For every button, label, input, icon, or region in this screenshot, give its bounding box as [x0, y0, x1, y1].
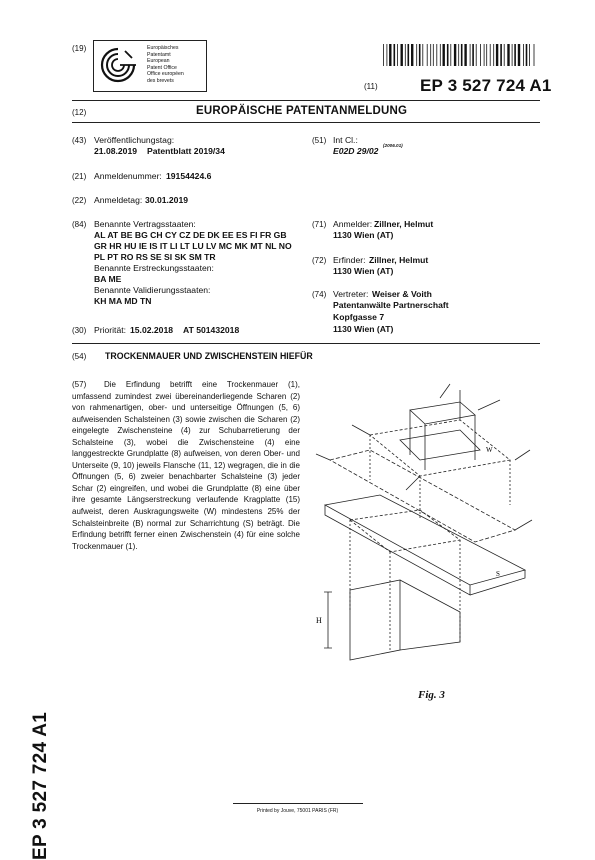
figure-label-w: W — [486, 446, 493, 454]
barcode-bar — [440, 44, 441, 66]
barcode-bar — [464, 44, 466, 66]
applicant-name: Zillner, Helmut — [374, 219, 434, 229]
footer-divider — [233, 803, 363, 804]
representative-line: Weiser & Voith — [372, 289, 432, 299]
barcode-bar — [427, 44, 428, 66]
document-kind-title: EUROPÄISCHE PATENTANMELDUNG — [196, 105, 408, 117]
inid-72: (72) — [312, 256, 327, 265]
inid-21: (21) — [72, 172, 87, 181]
barcode-bar — [523, 44, 524, 66]
extension-states-label: Benannte Erstreckungsstaaten: — [94, 263, 214, 273]
representative-label: Vertreter: — [333, 289, 369, 299]
inid-19: (19) — [72, 44, 87, 53]
inid-30: (30) — [72, 326, 87, 335]
barcode-bar — [507, 44, 509, 66]
states-line: GR HR HU IE IS IT LI LT LU LV MC MK MT NL NO — [94, 241, 292, 251]
barcode-bar — [443, 44, 445, 66]
barcode-bar — [454, 44, 456, 66]
pub-date-value: 21.08.2019 — [94, 146, 138, 156]
int-cl-version: (2006.01) — [383, 143, 403, 148]
priority-date: 15.02.2018 — [130, 325, 174, 335]
office-name-line: Europäisches — [147, 45, 179, 51]
barcode-bar — [526, 44, 528, 66]
barcode-bar — [411, 44, 413, 66]
barcode-bar — [422, 44, 423, 66]
filing-date-value: 30.01.2019 — [145, 195, 189, 205]
barcode-bar — [450, 44, 451, 66]
representative-line: 1130 Wien (AT) — [333, 324, 394, 334]
inid-57: (57) — [72, 380, 87, 389]
inventor-name: Zillner, Helmut — [369, 255, 429, 265]
printer-note: Printed by Jouve, 75001 PARIS (FR) — [256, 808, 339, 814]
validation-states-value: KH MA MD TN — [94, 296, 152, 306]
representative-line: Patentanwälte Partnerschaft — [333, 300, 449, 310]
epo-logo-icon — [98, 45, 138, 87]
barcode-bar — [534, 44, 535, 66]
barcode-bar — [493, 44, 494, 66]
inid-71: (71) — [312, 220, 327, 229]
barcode-bar — [433, 44, 434, 66]
extension-states-value: BA ME — [94, 274, 122, 284]
inid-12: (12) — [72, 108, 87, 117]
barcode-bar — [504, 44, 505, 66]
barcode-bar — [387, 44, 388, 66]
barcode-bar — [514, 44, 516, 66]
barcode-bar — [394, 44, 396, 66]
barcode-bar — [397, 44, 398, 66]
bulletin-value: Patentblatt 2019/34 — [147, 146, 225, 156]
barcode-bar — [486, 44, 487, 66]
applicant-label: Anmelder: — [333, 219, 373, 229]
app-number-label: Anmeldenummer: — [94, 171, 162, 181]
barcode-bar — [401, 44, 403, 66]
figure-label-h: H — [316, 616, 322, 625]
barcode-bar — [430, 44, 431, 66]
inid-84: (84) — [72, 220, 87, 229]
barcode-bar — [419, 44, 421, 66]
publication-number: EP 3 527 724 A1 — [420, 76, 552, 95]
office-name-line: Patent Office — [147, 64, 177, 71]
barcode-bar — [389, 44, 391, 66]
barcode-bar — [476, 44, 477, 66]
inid-74: (74) — [312, 290, 327, 299]
epo-logo — [93, 40, 207, 92]
divider — [72, 343, 540, 344]
invention-title: TROCKENMAUER UND ZWISCHENSTEIN HIEFÜR — [105, 351, 313, 361]
office-name-line: Patentamt — [147, 51, 171, 58]
barcode-bar — [496, 44, 498, 66]
office-name-line: des brevets — [147, 77, 174, 84]
office-name-line: European — [147, 58, 170, 65]
applicant-address: 1130 Wien (AT) — [333, 230, 394, 240]
inid-51: (51) — [312, 136, 327, 145]
inventor-address: 1130 Wien (AT) — [333, 266, 394, 276]
validation-states-label: Benannte Validierungsstaaten: — [94, 285, 211, 295]
figure-caption: Fig. 3 — [418, 689, 445, 701]
inid-11: (11) — [364, 82, 378, 91]
barcode-bar — [484, 44, 485, 66]
side-publication-number: EP 3 527 724 A1 — [30, 711, 51, 860]
barcode-bar — [500, 44, 502, 66]
abstract — [72, 379, 300, 552]
inid-54: (54) — [72, 352, 87, 361]
barcode-bar — [458, 44, 459, 66]
inventor-label: Erfinder: — [333, 255, 366, 265]
states-label: Benannte Vertragsstaaten: — [94, 219, 196, 229]
priority-label: Priorität: — [94, 325, 126, 335]
barcode-bar — [470, 44, 471, 66]
barcode-bar — [480, 44, 481, 66]
barcode-bar — [383, 44, 384, 66]
abstract-text: Die Erfindung betrifft eine Trockenmauer (1), umfassend zumindest zwei übereinanderliegende Scharen (2) von rahmenartigen, ober- und unterseitige Öffnungen (5, 6) aufweisenden Schalsteinen (3) sowie zwischen die Scharen (2) eingelegte Zwischensteine (4) zur Schubarretierung der Schalsteine (3), wobei die Zwischensteine (4) eine langgestreckte Grundplatte (8) aufweisen, von deren Ober- und Unterseite (9, 10) jeweils Flansche (11, 12) wegragen, die in die Öffnungen (5, 6) zweier benachbarter Schalsteine (3) jeder Schar (2) eingreifen, und wobei die Grundplatte (8) eine über ihre gesamte Längserstreckung verlaufende Kragplatte (15) aufweist, deren Auskragungsweite (W) mindestens 25% der Schalsteinbreite (B) normal zur Scharrichtung (S) beträgt. Die Erfindung betrifft ferner einen Zwischenstein (4) für eine solche Trockenmauer (1). — [72, 380, 300, 551]
barcode-icon — [383, 44, 539, 66]
inid-22: (22) — [72, 196, 87, 205]
barcode-bar — [518, 44, 520, 66]
barcode-bar — [490, 44, 491, 66]
barcode-bar — [512, 44, 513, 66]
representative-line: Kopfgasse 7 — [333, 312, 385, 322]
int-cl-label: Int Cl.: — [333, 135, 358, 145]
office-name-line: Office européen — [147, 71, 184, 78]
barcode-bar — [405, 44, 406, 66]
inid-43: (43) — [72, 136, 87, 145]
divider — [72, 122, 540, 123]
priority-number: AT 501432018 — [183, 325, 240, 335]
states-line: PL PT RO RS SE SI SK SM TR — [94, 252, 216, 262]
figure-label-s: S — [496, 570, 500, 578]
figure-drawing — [310, 380, 536, 680]
app-number-value: 19154424.6 — [166, 171, 212, 181]
barcode-bar — [436, 44, 437, 66]
designated-states — [94, 219, 306, 307]
barcode-bar — [461, 44, 463, 66]
barcode-bar — [447, 44, 449, 66]
barcode-bar — [472, 44, 474, 66]
int-cl-value: E02D 29/02 — [333, 146, 379, 156]
filing-date-label: Anmeldetag: — [94, 195, 143, 205]
states-line: AL AT BE BG CH CY CZ DE DK EE ES FI FR GB — [94, 230, 287, 240]
barcode-bar — [529, 44, 530, 66]
barcode-bar — [416, 44, 417, 66]
barcode-bar — [408, 44, 410, 66]
divider — [72, 100, 540, 101]
pub-date-label: Veröffentlichungstag: — [94, 135, 175, 145]
